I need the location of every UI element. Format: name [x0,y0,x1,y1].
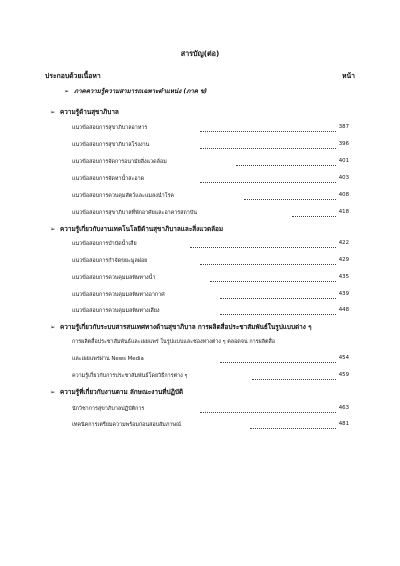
toc-entry-label: แนวข้อสอบการจัดการอนามัยสิ่งแวดล้อม [72,159,167,165]
dot-leader [200,182,336,183]
toc-entry-label: แนวข้อสอบการควบคุมสัตว์และแมลงนำโรค [72,193,175,199]
toc-entry-label: และเผยแพร่ผ่าน News Media [72,356,144,362]
section-heading [50,107,119,117]
toc-entry-label: แนวข้อสอบการสุขาภิบาลที่พักอาศัยและอาคารสถาบัน [72,210,197,216]
toc-entry-label: นักวิชาการสุขาภิบาลปฏิบัติการ [72,406,145,412]
arrow-icon: ➢ [64,88,70,95]
dot-leader [220,362,336,363]
contents-header: ประกอบด้วยเนื้อหา [45,72,101,80]
toc-entry-label: แนวข้อสอบการควบคุมมลพิษทางเสียง [72,308,160,314]
toc-entry-label: เทคนิคการเตรียมความพร้อมก่อนสอบสัมภาษณ์ [72,422,181,428]
toc-entry-page: 481 [338,421,349,427]
section-heading [50,387,183,397]
dot-leader [200,131,336,132]
toc-entry-page: 403 [338,175,349,181]
section-heading [50,322,312,332]
section-heading-label: ความรู้ที่เกี่ยวกับงานตาม ลักษณะงานที่ปฏิบัติ [60,388,184,396]
toc-entry-label: แนวข้อสอบการกำจัดขยะมูลฝอย [72,258,148,264]
arrow-icon: ➢ [50,225,56,233]
dot-leader [252,379,336,380]
toc-entry-page: 429 [338,257,349,263]
toc-entry-label: แนวข้อสอบการสุขาภิบาลโรงงาน [72,142,150,148]
toc-entry-page: 401 [338,158,349,164]
dot-leader [244,199,336,200]
toc-entry-label: ความรู้เกี่ยวกับการประชาสัมพันธ์โดยวิธีการต่าง ๆ [72,373,188,379]
page-column-header: หน้า [342,72,355,80]
dot-leader [200,412,336,413]
section-heading-label: ความรู้เกี่ยวกับงานเทคโนโลยีด้านสุขาภิบาลและสิ่งแวดล้อม [60,225,224,233]
toc-entry-page: 387 [338,124,349,130]
arrow-icon: ➢ [50,388,56,396]
dot-leader [292,216,336,217]
section-heading-label: ความรู้เกี่ยวกับระบบสารสนเทศทางด้านสุขาภิบาล การผลิตสื่อประชาสัมพันธ์ในรูปแบบต่าง ๆ [60,323,312,331]
toc-entry-label: แนวข้อสอบการจัดหาน้ำสะอาด [72,176,145,182]
toc-entry-label: แนวข้อสอบการควบคุมมลพิษทางอากาศ [72,292,165,298]
dot-leader [200,148,336,149]
toc-entry-page: 448 [338,307,349,313]
dot-leader [220,314,336,315]
dot-leader [236,165,336,166]
dot-leader [200,264,336,265]
dot-leader [190,247,336,248]
toc-entry-page: 463 [338,405,349,411]
toc-entry-page: 439 [338,291,349,297]
dot-leader [210,281,336,282]
section-heading [50,224,223,234]
toc-entry-page: 435 [338,274,349,280]
toc-entry-label: แนวข้อสอบการควบคุมมลพิษทางน้ำ [72,275,156,281]
toc-entry-page: 408 [338,192,349,198]
toc-entry-page: 396 [338,141,349,147]
toc-entry-label: แนวข้อสอบการบำบัดน้ำเสีย [72,241,137,247]
toc-entry-page: 459 [338,372,349,378]
section-heading-label: ความรู้ด้านสุขาภิบาล [60,108,119,116]
part-heading [64,86,207,96]
arrow-icon: ➢ [50,323,56,331]
dot-leader [250,428,336,429]
toc-entry-label: แนวข้อสอบการสุขาภิบาลอาหาร [72,125,148,131]
dot-leader [220,298,336,299]
arrow-icon: ➢ [50,108,56,116]
part-heading-label: ภาคความรู้ความสามารถเฉพาะตำแหน่ง (ภาค ข) [74,88,208,95]
toc-entry-page: 418 [338,209,349,215]
page-title: สารบัญ(ต่อ) [180,49,220,58]
toc-entry-page: 454 [338,355,349,361]
toc-entry-page: 422 [338,240,349,246]
toc-entry-label: การผลิตสื่อประชาสัมพันธ์และเผยแพร่ ในรูปแบบและช่องทางต่าง ๆ ตลอดจน การผลิตสื่อ [72,339,276,345]
